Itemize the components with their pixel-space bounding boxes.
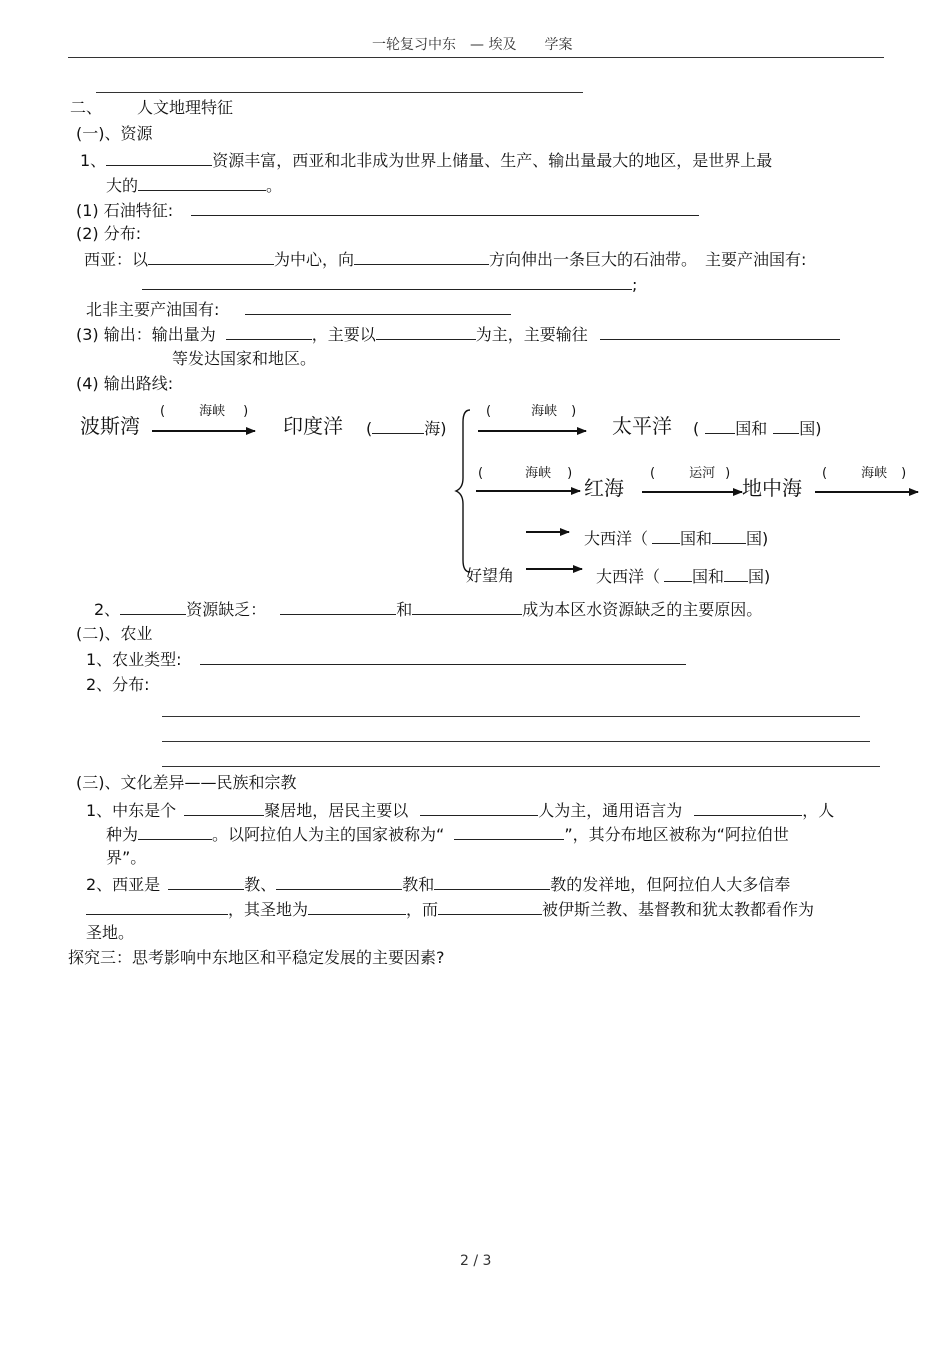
strait-label-3: ( 海峡 )	[478, 466, 573, 481]
item-text: 资源丰富，西亚和北非成为世界上储量、生产、输出量最大的地区，是世界上最	[212, 151, 773, 170]
mediterranean-label: 地中海	[742, 476, 802, 500]
culture-heading: (三)、文化差异——民族和宗教	[76, 773, 297, 792]
blank-field	[86, 899, 228, 915]
agriculture-dist: 2、分布:	[86, 675, 150, 694]
red-sea-label: 红海	[584, 476, 624, 500]
arabian-sea-blank: ( 海)	[366, 419, 447, 438]
page-number: 2 / 3	[460, 1253, 492, 1269]
atlantic-1: 大西洋（ 国和 国)	[584, 529, 769, 548]
blank-field	[420, 800, 538, 816]
blank-field	[276, 874, 402, 890]
strait-label-1: ( 海峡 )	[160, 404, 249, 419]
blank-field	[438, 899, 542, 915]
canal-label: ( 运河 )	[650, 466, 731, 481]
routes-label: (4) 输出路线:	[76, 374, 174, 393]
blank-field	[454, 824, 564, 840]
blank-field	[694, 800, 802, 816]
blank-line	[162, 716, 860, 717]
atlantic-2: 大西洋（ 国和 国)	[596, 567, 771, 586]
blank-field	[184, 800, 264, 816]
item-text: 大的	[106, 176, 139, 195]
agriculture-heading: (二)、农业	[76, 624, 153, 643]
religion-line-2: ，其圣地为 ，而 被伊斯兰教、基督教和犹太教都看作为	[86, 899, 814, 920]
blank-field	[168, 874, 244, 890]
text: 西亚：以	[84, 250, 149, 269]
blank-field	[280, 599, 396, 615]
section-number: 二、	[70, 98, 103, 117]
culture-line-3: 界”。	[106, 848, 147, 867]
item-number: 1、	[80, 151, 107, 170]
brace	[456, 410, 470, 572]
text: 为主，主要输往	[475, 325, 588, 344]
item-text: 。	[266, 176, 283, 195]
blank-line	[162, 741, 870, 742]
strait-label-2: ( 海峡 )	[486, 404, 577, 419]
distribution-label: (2) 分布:	[76, 224, 142, 243]
blank-field	[138, 824, 212, 840]
text: ，主要以	[311, 325, 376, 344]
blank-line	[162, 766, 880, 767]
water-line: 2、 资源缺乏： 和 成为本区水资源缺乏的主要原因。	[94, 600, 763, 619]
page-header: 一轮复习中东 — 埃及 学案	[372, 37, 573, 53]
blank-field	[412, 599, 522, 615]
export-line-cont: 等发达国家和地区。	[172, 349, 317, 368]
cape-label: 好望角	[466, 566, 515, 585]
label: 北非主要产油国有:	[86, 300, 220, 319]
text: ;	[632, 275, 638, 294]
culture-line-2: 种为 。以阿拉伯人为主的国家被称为“ ”，其分布地区被称为“阿拉伯世	[106, 825, 789, 844]
text: 为中心，向	[274, 250, 355, 269]
section-title: 人文地理特征	[137, 98, 234, 117]
religion-line-3: 圣地。	[86, 923, 135, 942]
strait-label-4: ( 海峡 )	[822, 466, 907, 481]
agriculture-type: 1、农业类型:	[86, 649, 686, 670]
persian-gulf-label: 波斯湾	[80, 414, 140, 438]
pacific-countries: ( 国和 国)	[693, 419, 822, 438]
blank-field	[120, 599, 186, 615]
religion-line-1: 2、西亚是 教、 教和 教的发祥地，但阿拉伯人大多信奉	[86, 875, 791, 894]
text: 方向伸出一条巨大的石油带。 主要产油国有:	[489, 250, 807, 269]
pacific-label: 太平洋	[612, 414, 672, 438]
culture-line-1: 1、中东是个 聚居地，居民主要以 人为主，通用语言为 ，人	[86, 801, 835, 820]
label: (1) 石油特征:	[76, 201, 174, 220]
blank-field	[308, 899, 406, 915]
text: (3) 输出：输出量为	[76, 325, 216, 344]
resources-heading: (一)、资源	[76, 124, 153, 143]
explore-question: 探究三：思考影响中东地区和平稳定发展的主要因素?	[68, 948, 445, 967]
indian-ocean-label: 印度洋	[283, 414, 343, 438]
blank-field	[200, 649, 686, 665]
blank-field	[434, 874, 550, 890]
